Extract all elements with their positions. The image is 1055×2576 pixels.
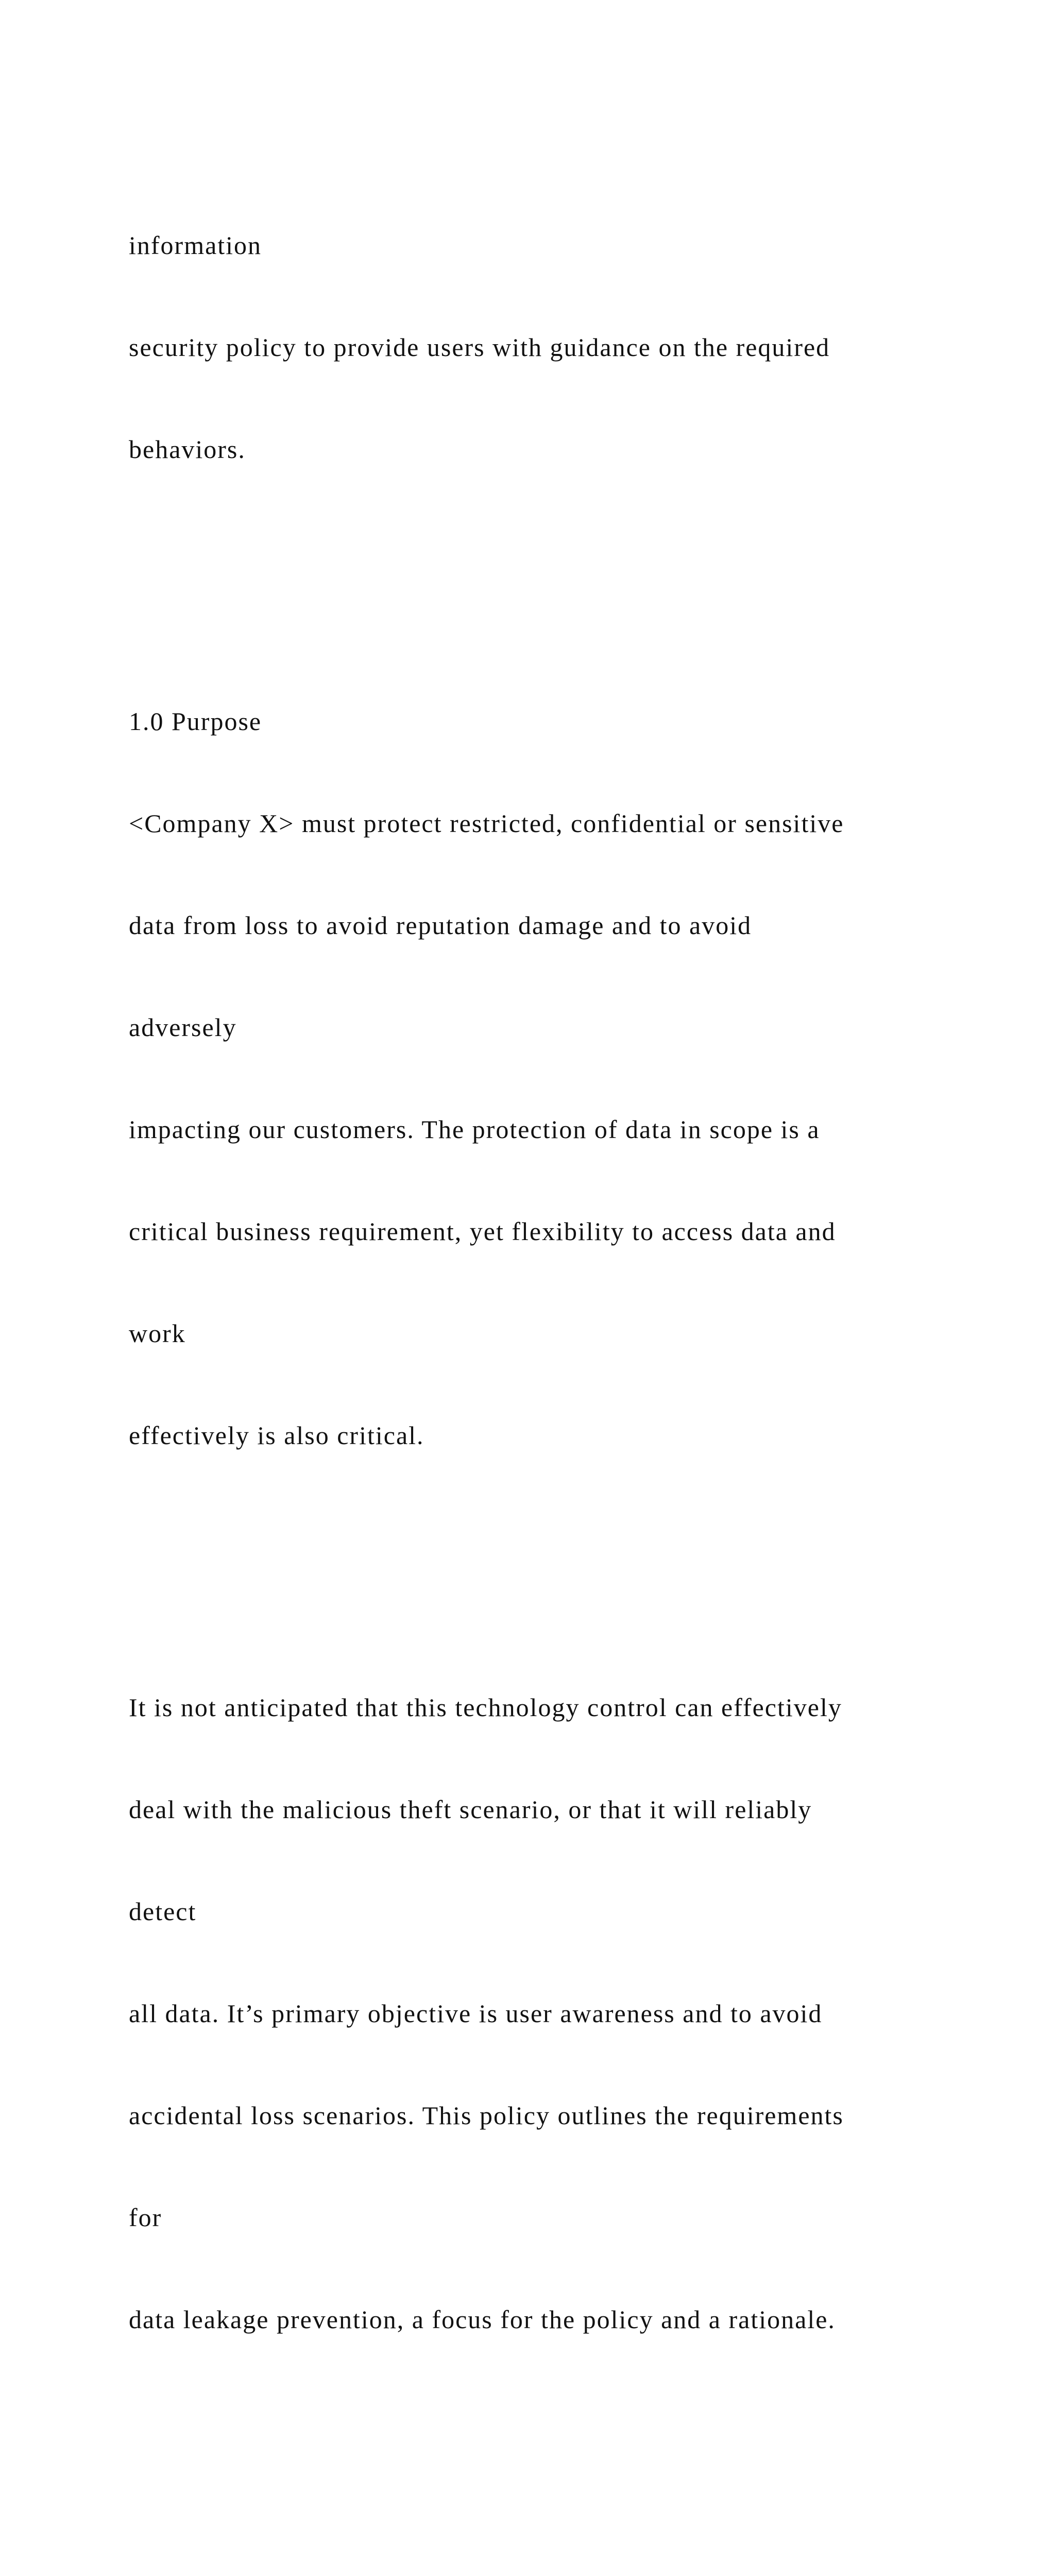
text-line: adversely (129, 1013, 237, 1042)
text-line: security policy to provide users with guidance on the required (129, 333, 830, 362)
section-heading-purpose: 1.0 Purpose (129, 707, 262, 736)
text-line: It is not anticipated that this technology control can effectively (129, 1693, 842, 1722)
text-line: all data. It’s primary objective is user awareness and to avoid (129, 1999, 823, 2028)
text-line: for (129, 2203, 162, 2232)
paragraph-gap (129, 2438, 979, 2472)
paragraph-gap (129, 1554, 979, 1588)
text-line: effectively is also critical. (129, 1421, 424, 1450)
text-line: work (129, 1319, 186, 1348)
text-line: accidental loss scenarios. This policy outlines the requirements (129, 2101, 844, 2130)
text-line: data from loss to avoid reputation damage and to avoid (129, 911, 752, 940)
text-line: deal with the malicious theft scenario, or that it will reliably (129, 1795, 812, 1824)
text-line: <Company X> must protect restricted, confidential or sensitive (129, 809, 844, 838)
text-line: detect (129, 1897, 197, 1926)
section-heading-scope (129, 2574, 979, 2576)
text-line: critical business requirement, yet flexibility to access data and (129, 1217, 836, 1246)
text-line: data leakage prevention, a focus for the policy and a rationale. (129, 2305, 836, 2334)
document-body (129, 126, 979, 2576)
text-line: impacting our customers. The protection of data in scope is a (129, 1115, 820, 1144)
text-line: behaviors. (129, 435, 246, 464)
paragraph-gap (129, 568, 979, 602)
text-line: information (129, 231, 262, 260)
